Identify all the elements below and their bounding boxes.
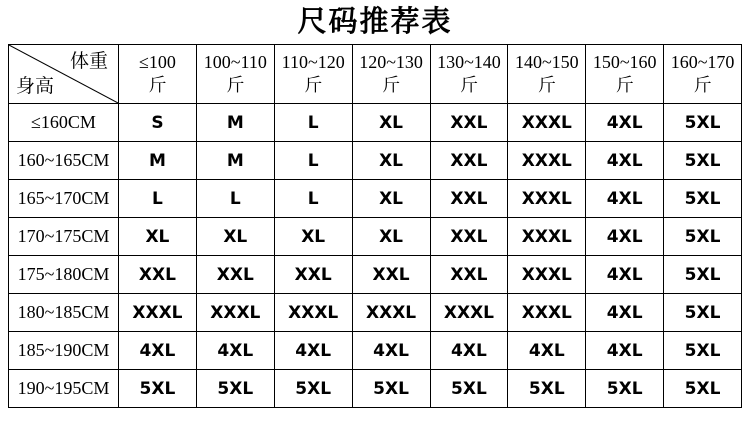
size-value-cell: 4XL [586,256,664,294]
size-value-cell: 5XL [664,370,742,408]
size-value-cell: XL [352,218,430,256]
height-range-cell: 170~175CM [9,218,119,256]
size-value-cell: XXL [430,142,508,180]
size-value-cell: 5XL [664,104,742,142]
size-value-cell: 5XL [352,370,430,408]
size-value-cell: 5XL [664,142,742,180]
table-row [9,332,742,370]
size-value-cell: XXXL [508,142,586,180]
weight-header-cell [586,45,664,104]
size-value-cell: XXXL [508,294,586,332]
size-value-cell: XXXL [430,294,508,332]
weight-unit-label: 斤 [693,75,712,95]
size-value-cell: XXXL [274,294,352,332]
weight-range-label: 160~170 [670,52,735,72]
size-value-cell: XL [352,180,430,218]
size-value-cell: M [119,142,197,180]
table-row [9,218,742,256]
size-value-cell: 4XL [196,332,274,370]
size-value-cell: XL [352,104,430,142]
size-value-cell: XXL [430,256,508,294]
corner-height-label: 身高 [16,76,55,97]
size-value-cell: XXXL [196,294,274,332]
weight-range-label: 100~110 [203,52,267,72]
size-value-cell: XL [119,218,197,256]
size-value-cell: XXL [274,256,352,294]
weight-range-label: 120~130 [359,52,423,72]
table-row [9,142,742,180]
size-value-cell: L [274,180,352,218]
size-value-cell: 5XL [586,370,664,408]
size-value-cell: XL [196,218,274,256]
table-row [9,104,742,142]
size-value-cell: XL [352,142,430,180]
size-value-cell: XXL [430,180,508,218]
size-value-cell: S [119,104,197,142]
height-range-cell: 160~165CM [9,142,119,180]
size-value-cell: XXXL [508,180,586,218]
size-value-cell: XXL [352,256,430,294]
size-value-cell: L [196,180,274,218]
size-value-cell: 5XL [274,370,352,408]
weight-unit-label: 斤 [226,75,245,95]
height-range-cell: 180~185CM [9,294,119,332]
weight-header-cell [274,45,352,104]
weight-header-cell [119,45,197,104]
size-value-cell: 4XL [586,218,664,256]
height-range-cell: 175~180CM [9,256,119,294]
size-value-cell: 4XL [586,104,664,142]
table-row [9,294,742,332]
size-value-cell: 5XL [664,294,742,332]
size-value-cell: 5XL [196,370,274,408]
size-value-cell: 4XL [430,332,508,370]
weight-header-cell [664,45,742,104]
size-value-cell: XXXL [508,104,586,142]
header-row [9,45,742,104]
size-value-cell: M [196,104,274,142]
size-value-cell: 4XL [586,332,664,370]
size-value-cell: XXXL [508,256,586,294]
size-value-cell: 5XL [664,256,742,294]
weight-range-label: 140~150 [514,52,579,72]
corner-weight-label: 体重 [69,51,108,72]
height-range-cell: 165~170CM [9,180,119,218]
weight-range-label: 110~120 [281,52,345,72]
height-range-cell: 190~195CM [9,370,119,408]
table-body [9,104,742,408]
weight-header-cell [508,45,586,104]
weight-unit-label: 斤 [382,75,401,95]
weight-unit-label: 斤 [537,75,556,95]
size-value-cell: 4XL [119,332,197,370]
size-value-cell: 4XL [586,294,664,332]
weight-range-label: 130~140 [437,52,501,72]
size-value-cell: 4XL [508,332,586,370]
table-row [9,370,742,408]
size-value-cell: XXL [119,256,197,294]
weight-unit-label: 斤 [304,75,323,95]
weight-range-label: 150~160 [592,52,657,72]
size-value-cell: L [274,104,352,142]
size-value-cell: 5XL [119,370,197,408]
size-value-cell: XXXL [352,294,430,332]
size-value-cell: 5XL [664,218,742,256]
weight-header-cell [196,45,274,104]
size-value-cell: 4XL [586,142,664,180]
weight-range-label: ≤100 [138,52,176,72]
height-range-cell: 185~190CM [9,332,119,370]
size-value-cell: 5XL [664,332,742,370]
size-value-cell: M [196,142,274,180]
size-value-cell: 4XL [274,332,352,370]
weight-unit-label: 斤 [148,75,167,95]
weight-header-cell [430,45,508,104]
page-title: 尺码推荐表 [297,6,453,38]
size-value-cell: 5XL [430,370,508,408]
size-value-cell: XXL [430,218,508,256]
corner-cell [9,45,119,104]
size-recommendation-table [8,44,742,408]
size-value-cell: XXXL [508,218,586,256]
table-row [9,180,742,218]
height-range-cell: ≤160CM [9,104,119,142]
size-value-cell: L [119,180,197,218]
table-row [9,256,742,294]
size-value-cell: 4XL [586,180,664,218]
size-value-cell: XXL [430,104,508,142]
size-value-cell: 4XL [352,332,430,370]
size-value-cell: XL [274,218,352,256]
size-value-cell: 5XL [664,180,742,218]
size-value-cell: XXXL [119,294,197,332]
weight-unit-label: 斤 [459,75,478,95]
weight-unit-label: 斤 [615,75,634,95]
weight-header-cell [352,45,430,104]
size-value-cell: L [274,142,352,180]
size-value-cell: 5XL [508,370,586,408]
size-value-cell: XXL [196,256,274,294]
